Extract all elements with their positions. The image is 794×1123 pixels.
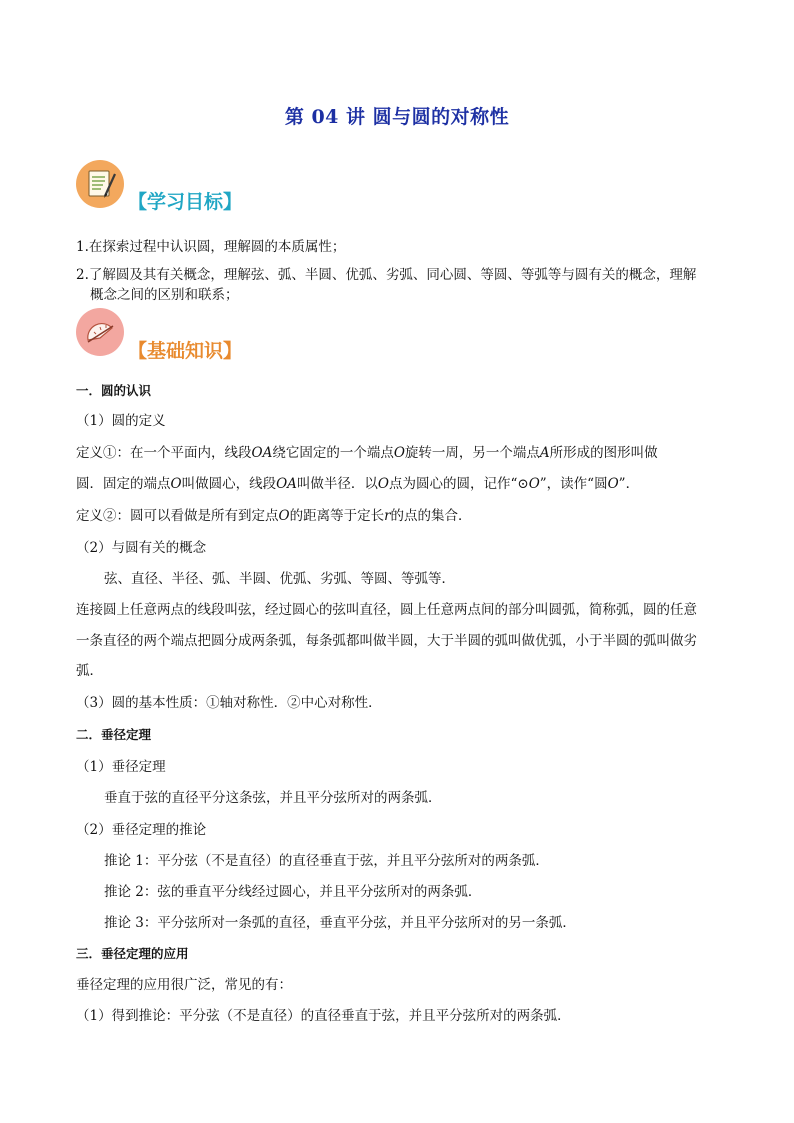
section-3-heading: 三．垂径定理的应用 — [76, 946, 189, 961]
text: ”． — [618, 476, 640, 492]
goal-item-1: 1.在探索过程中认识圆，理解圆的本质属性； — [76, 239, 346, 255]
paragraph-line-3: 弧． — [76, 663, 103, 679]
goals-section-header — [76, 160, 476, 220]
math-var: O — [170, 476, 182, 492]
section-3-item-1: （1）得到推论：平分弦（不是直径）的直径垂直于弦，并且平分弦所对的两条弧． — [76, 1008, 571, 1024]
text: 叫做半径．以 — [296, 476, 378, 492]
text: 点为圆心的圆，记作“⊙ — [388, 476, 529, 492]
math-var: O — [528, 476, 540, 492]
math-var: OA — [276, 476, 297, 492]
text: 叫做圆心，线段 — [181, 476, 277, 492]
section-1-heading: 一．圆的认识 — [76, 383, 152, 398]
corollary-2: 推论 2：弦的垂直平分线经过圆心，并且平分弦所对的两条弧． — [104, 884, 482, 900]
section-1-sub-1: （1）圆的定义 — [76, 413, 166, 429]
text: 所形成的图形叫做 — [549, 445, 658, 461]
text: 圆．固定的端点 — [76, 476, 171, 492]
paragraph-line-1: 连接圆上任意两点的线段叫弦，经过圆心的弦叫直径，圆上任意两点间的部分叫圆弧，简称弧，圆的任意 — [76, 602, 697, 618]
section-2-heading: 二．垂径定理 — [76, 727, 152, 742]
notebook-pencil-icon — [76, 160, 124, 208]
text: 的点的集合． — [390, 508, 472, 524]
section-1-sub-2: （2）与圆有关的概念 — [76, 540, 207, 556]
math-var: O — [393, 445, 405, 461]
math-var: O — [377, 476, 389, 492]
math-var: A — [539, 445, 550, 461]
section-1-sub-3: （3）圆的基本性质：①轴对称性．②中心对称性． — [76, 695, 382, 711]
corollary-1: 推论 1：平分弦（不是直径）的直径垂直于弦，并且平分弦所对的两条弧． — [104, 853, 549, 869]
math-var: OA — [251, 445, 273, 461]
corollary-3: 推论 3：平分弦所对一条弧的直径，垂直平分弦，并且平分弦所对的另一条弧． — [104, 915, 576, 931]
paragraph-line-2: 一条直径的两个端点把圆分成两条弧，每条弧都叫做半圆，大于半圆的弧叫做优弧，小于半圆的弧叫做劣 — [76, 633, 697, 649]
basics-heading: 【基础知识】 — [128, 340, 243, 362]
text: 旋转一周，另一个端点 — [404, 445, 540, 461]
text: ”，读作“圆 — [539, 476, 608, 492]
goals-heading: 【学习目标】 — [128, 191, 243, 213]
definition-1-line-1 — [76, 444, 658, 462]
section-2-sub-2: （2）垂径定理的推论 — [76, 822, 207, 838]
basics-section-header — [76, 308, 476, 368]
text: 定义①：在一个平面内，线段 — [76, 445, 252, 461]
section-2-sub-1: （1）垂径定理 — [76, 759, 166, 775]
perpendicular-diameter-theorem: 垂直于弦的直径平分这条弦，并且平分弦所对的两条弧． — [104, 790, 442, 806]
goal-item-2: 2.了解圆及其有关概念，理解弦、弧、半圆、优弧、劣弧、同心圆、等圆、等弧等与圆有关的概念，理解 — [76, 267, 697, 283]
page-title: 第 04 讲 圆与圆的对称性 — [284, 106, 510, 128]
protractor-icon — [76, 308, 124, 356]
math-var: O — [607, 476, 619, 492]
math-var: O — [278, 508, 290, 524]
math-var: r — [384, 508, 391, 524]
goal-item-2-continued: 概念之间的区别和联系； — [90, 287, 239, 303]
related-terms: 弦、直径、半径、弧、半圆、优弧、劣弧、等圆、等弧等． — [104, 571, 455, 587]
section-3-intro: 垂径定理的应用很广泛，常见的有： — [76, 977, 292, 993]
definition-2 — [76, 507, 472, 525]
text: 的距离等于定长 — [289, 508, 385, 524]
definition-1-line-2 — [76, 475, 639, 493]
text: 定义②：圆可以看做是所有到定点 — [76, 508, 279, 524]
text: 绕它固定的一个端点 — [272, 445, 394, 461]
